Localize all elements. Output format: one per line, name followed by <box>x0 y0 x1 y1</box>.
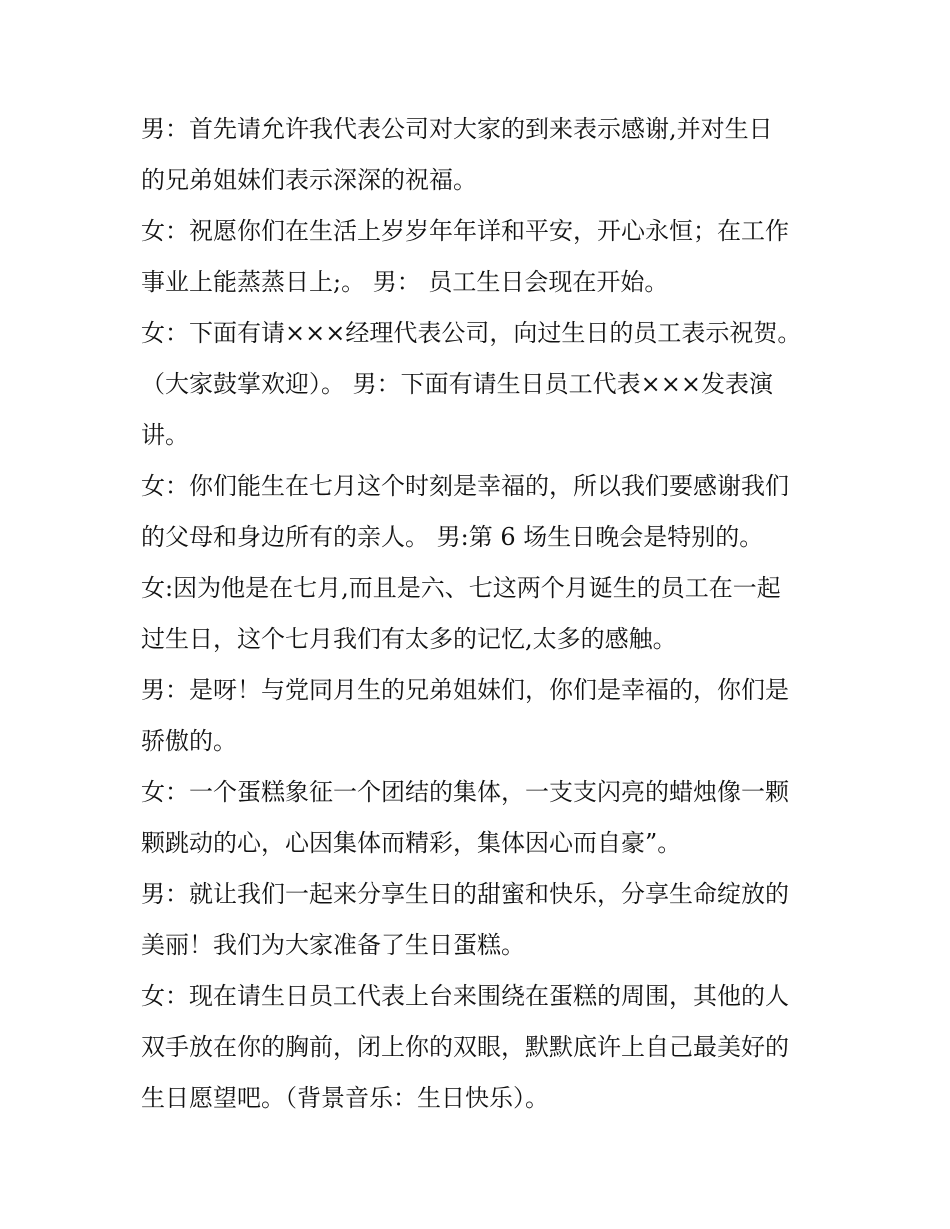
text-line: 男：首先请允许我代表公司对大家的到来表示感谢,并对生日 <box>141 115 773 143</box>
text-line: 骄傲的。 <box>141 727 237 755</box>
text-line: 生日愿望吧。（背景音乐：生日快乐）。 <box>141 1084 549 1112</box>
text-line: 的兄弟姐妹们表示深深的祝福。 <box>141 166 477 194</box>
script-text <box>141 104 821 1124</box>
text-line: 女：现在请生日员工代表上台来围绕在蛋糕的周围，其他的人 <box>141 982 789 1010</box>
text-line: 颗跳动的心，心因集体而精彩，集体因心而自豪”。 <box>141 829 682 857</box>
text-line: 双手放在你的胸前，闭上你的双眼，默默底许上自己最美好的 <box>141 1033 789 1061</box>
text-line: 女：下面有请×××经理代表公司，向过生日的员工表示祝贺。 <box>141 319 802 347</box>
text-line: 男：就让我们一起来分享生日的甜蜜和快乐，分享生命绽放的 <box>141 880 789 908</box>
text-line: 女：祝愿你们在生活上岁岁年年详和平安，开心永恒；在工作 <box>141 217 789 245</box>
text-line: 女：你们能生在七月这个时刻是幸福的，所以我们要感谢我们 <box>141 472 789 500</box>
text-line: 男：是呀！与党同月生的兄弟姐妹们，你们是幸福的，你们是 <box>141 676 789 704</box>
text-line: 女：一个蛋糕象征一个团结的集体，一支支闪亮的蜡烛像一颗 <box>141 778 789 806</box>
text-line: 讲。 <box>141 421 189 449</box>
text-line: 过生日，这个七月我们有太多的记忆,太多的感触。 <box>141 625 677 653</box>
text-line: 事业上能蒸蒸日上;。 男： 员工生日会现在开始。 <box>141 268 669 296</box>
text-line: 女:因为他是在七月,而且是六、七这两个月诞生的员工在一起 <box>141 574 781 602</box>
text-line: （大家鼓掌欢迎）。 男：下面有请生日员工代表×××发表演 <box>141 370 773 398</box>
text-line: 的父母和身边所有的亲人。 男:第 6 场生日晚会是特别的。 <box>141 523 764 551</box>
text-line: 美丽！我们为大家准备了生日蛋糕。 <box>141 931 525 959</box>
